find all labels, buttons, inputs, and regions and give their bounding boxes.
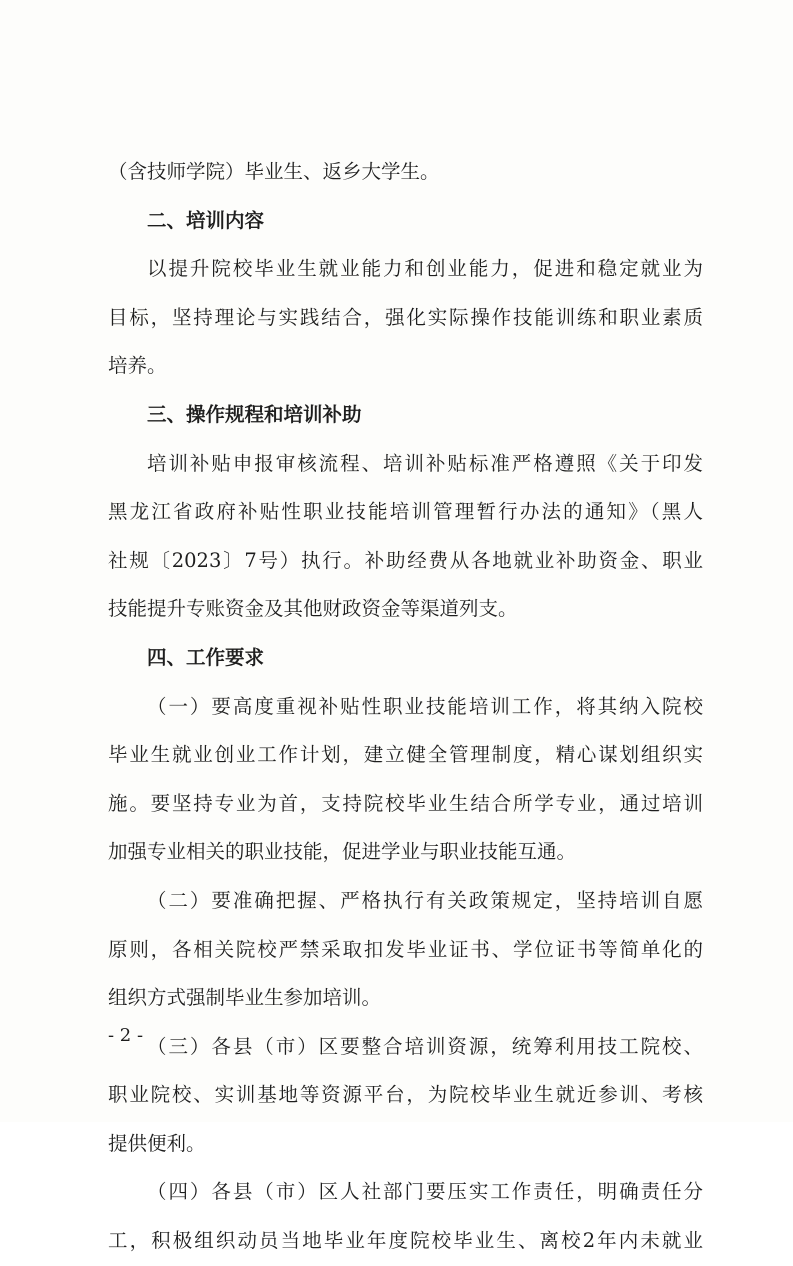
body-text-line: 提供便利。 bbox=[108, 1131, 206, 1155]
body-text-line: （二）要准确把握、严格执行有关政策规定，坚持培训自愿 bbox=[147, 888, 703, 912]
body-text-line: 目标，坚持理论与实践结合，强化实际操作技能训练和职业素质 bbox=[108, 305, 703, 329]
page-number: - 2 - bbox=[108, 1025, 144, 1046]
body-text-line: 原则，各相关院校严禁采取扣发毕业证书、学位证书等简单化的 bbox=[108, 937, 703, 961]
body-text-line: 以提升院校毕业生就业能力和创业能力，促进和稳定就业为 bbox=[147, 257, 703, 281]
body-text-line: 黑龙江省政府补贴性职业技能培训管理暂行办法的通知》（黑人 bbox=[108, 500, 703, 524]
body-text-line: 加强专业相关的职业技能，促进学业与职业技能互通。 bbox=[108, 840, 577, 864]
body-text-line: 毕业生就业创业工作计划，建立健全管理制度，精心谋划组织实 bbox=[108, 743, 703, 767]
body-text-line: 组织方式强制毕业生参加培训。 bbox=[108, 986, 382, 1010]
section-heading: 四、工作要求 bbox=[147, 645, 265, 669]
body-text-line: （一）要高度重视补贴性职业技能培训工作，将其纳入院校 bbox=[147, 694, 703, 718]
body-text-line: （三）各县（市）区要整合培训资源，统筹利用技工院校、 bbox=[147, 1034, 703, 1058]
body-text-line: 培训补贴申报审核流程、培训补贴标准严格遵照《关于印发 bbox=[147, 451, 703, 475]
body-text-line: 工，积极组织动员当地毕业年度院校毕业生、离校2年内未就业 bbox=[108, 1229, 703, 1253]
document-body bbox=[108, 148, 703, 1266]
body-text-line: （含技师学院）毕业生、返乡大学生。 bbox=[108, 160, 440, 183]
section-heading: 三、操作规程和培训补助 bbox=[147, 402, 362, 426]
body-text-line: 培养。 bbox=[108, 354, 167, 378]
section-heading: 二、培训内容 bbox=[147, 208, 265, 232]
body-text-line: 社规〔2023〕7号）执行。补助经费从各地就业补助资金、职业 bbox=[108, 548, 703, 572]
body-text-line: 职业院校、实训基地等资源平台，为院校毕业生就近参训、考核 bbox=[108, 1083, 703, 1107]
body-text-line: 施。要坚持专业为首，支持院校毕业生结合所学专业，通过培训 bbox=[108, 791, 703, 815]
body-text-line: 技能提升专账资金及其他财政资金等渠道列支。 bbox=[108, 597, 518, 621]
body-text-line: （四）各县（市）区人社部门要压实工作责任，明确责任分 bbox=[147, 1180, 703, 1204]
